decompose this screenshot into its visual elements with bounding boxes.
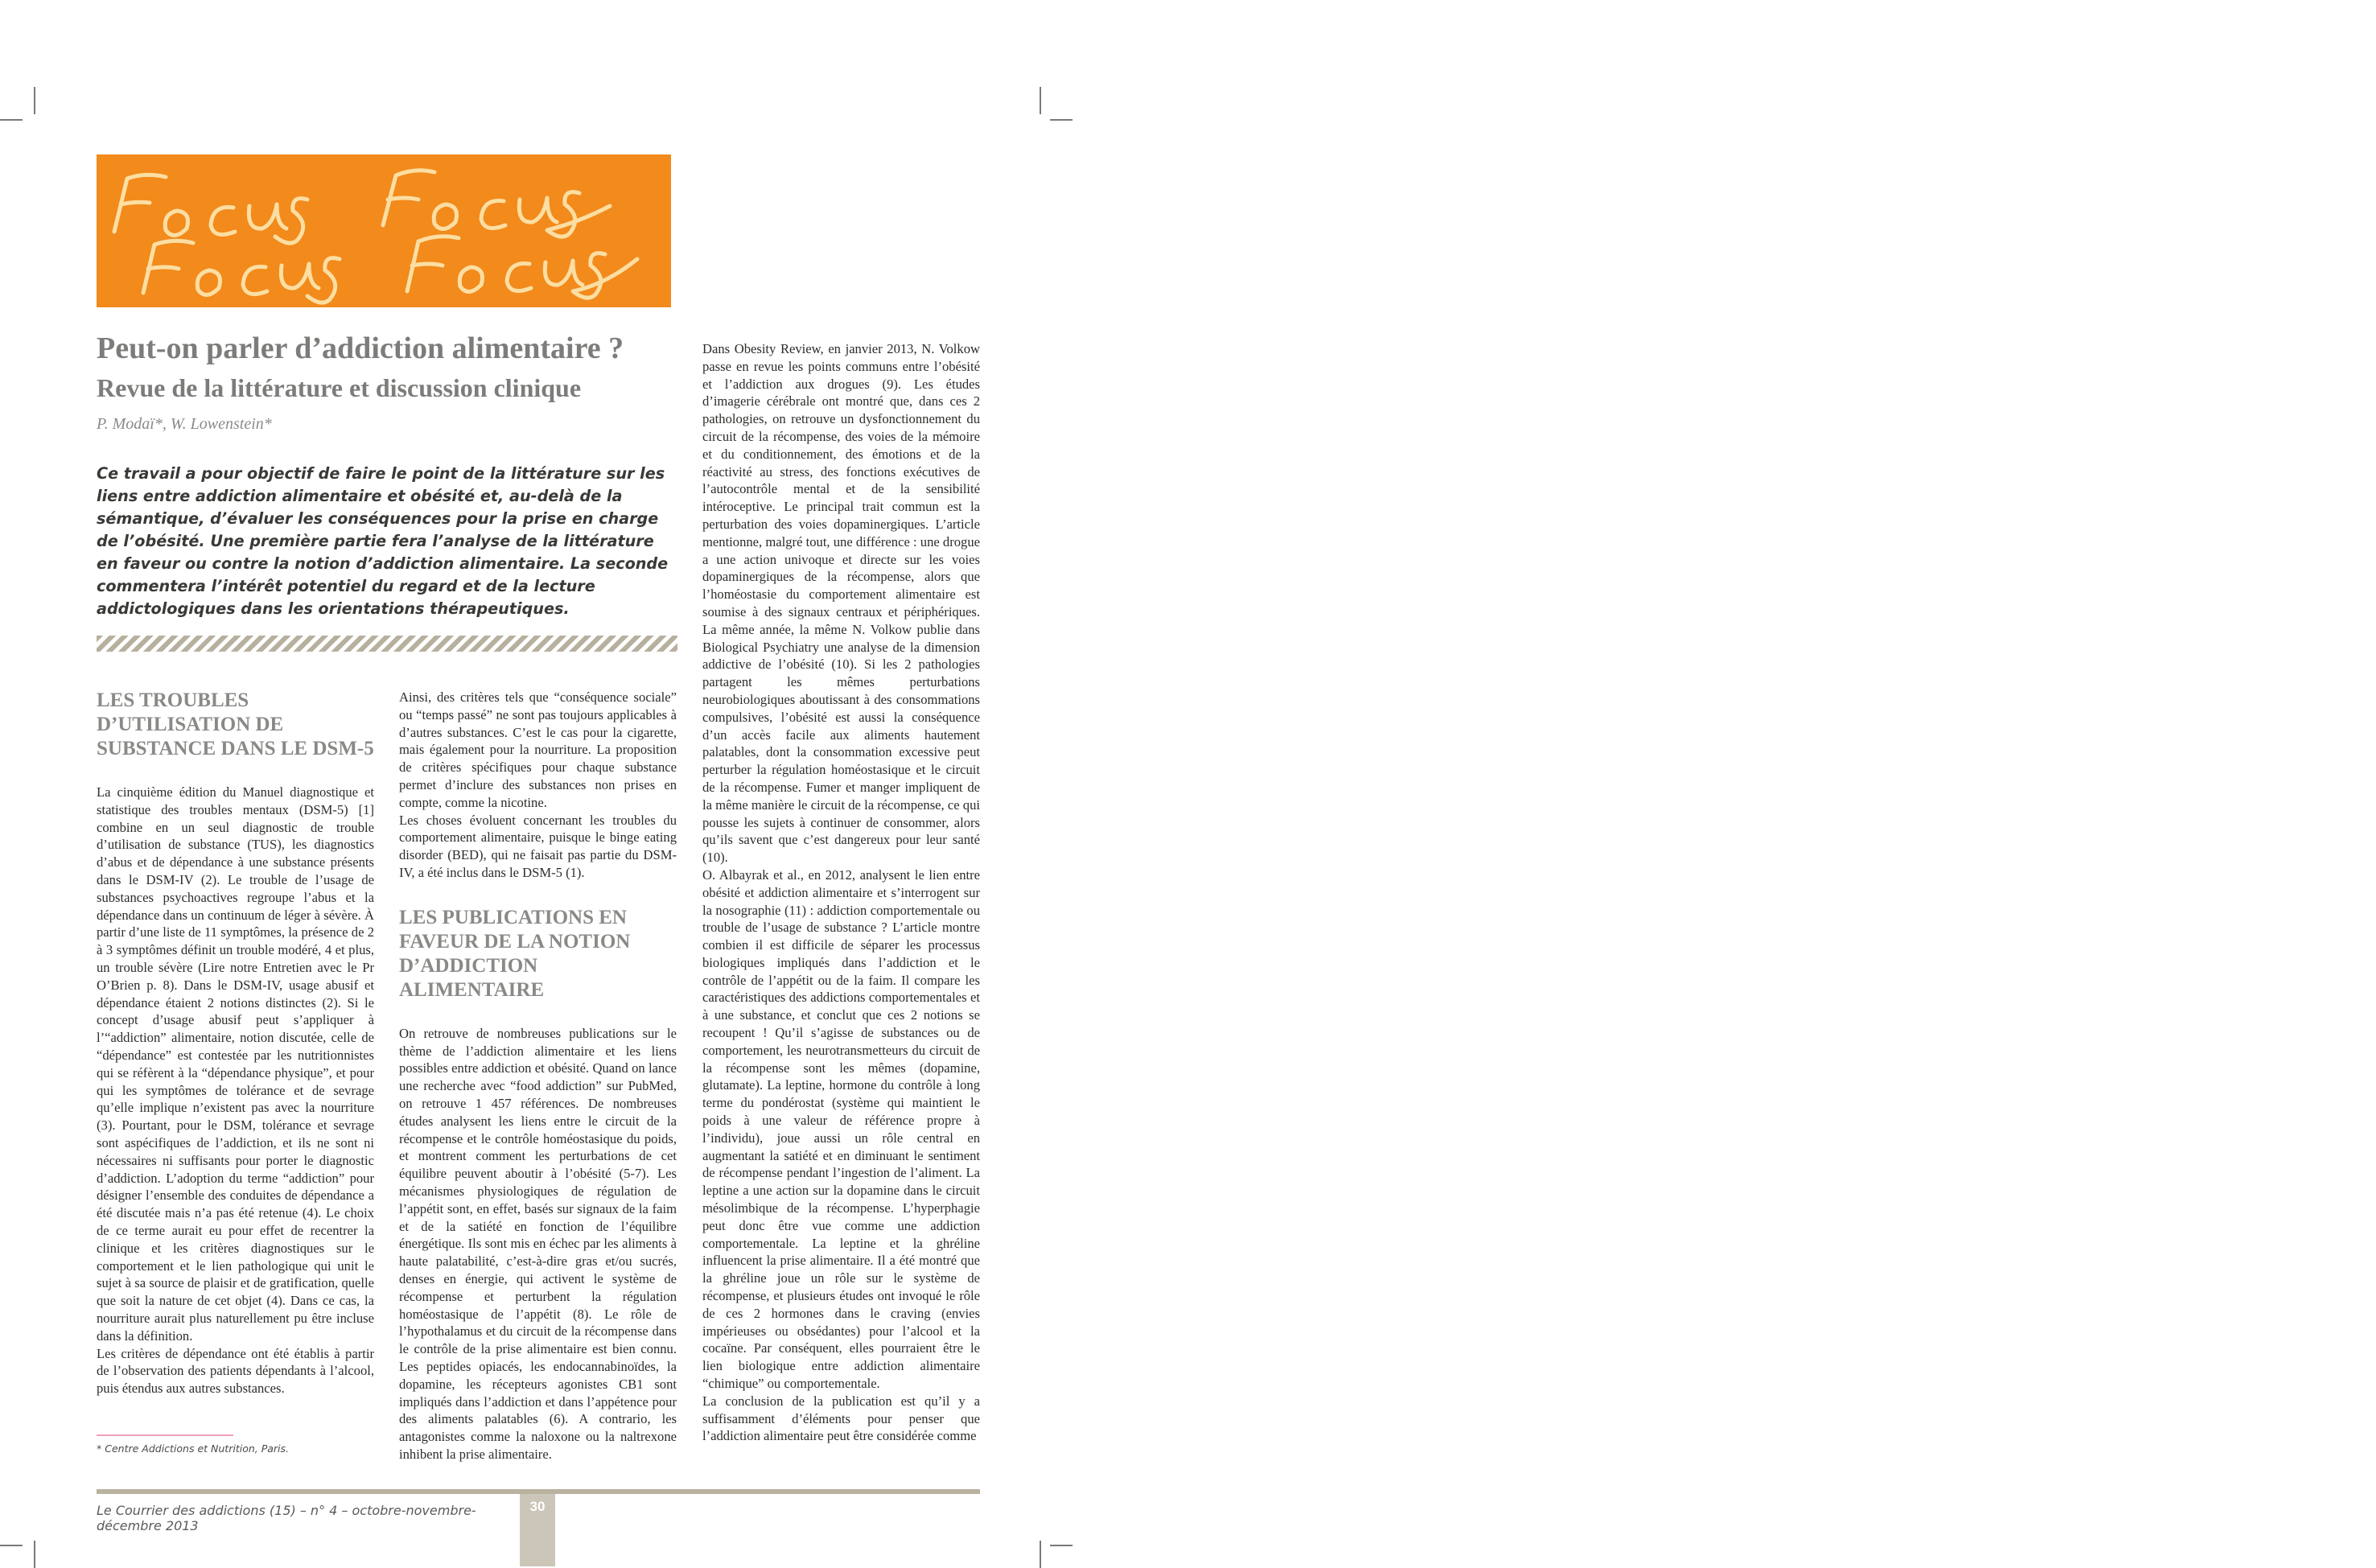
page-number: 30 [520,1494,555,1566]
section-heading: LES PUBLICATIONS EN FAVEUR DE LA NOTION D’ADDICTION ALIMENTAIRE [399,906,631,1001]
body-paragraph: O. Albayrak et al., en 2012, analysent le lien entre obésité et addiction alimentaire et s’interrogent sur la nosographie (11) : addiction comportementale ou trouble de l’usage de substance ? L’article montre combien il est difficile de séparer les processus biologiques impliqués dans l’addiction et le contrôle de l’appétit ou de la faim. Il compare les caractéristiques des addictions comportementales et à une substance, et conclut que ces 2 notions se recoupent ! Qu’il s’agisse de substances ou de comportement, les neurotransmetteurs du circuit de la récompense sont les mêmes (dopamine, glutamate). La leptine, hormone du contrôle à long terme du pondérostat (système qui maintient le poids à une valeur de référence propre à l’individu), joue aussi un rôle central en augmentant la satiété et en diminuant le sentiment de récompense pendant l’ingestion de l’aliment. La leptine a une action sur la dopamine dans le circuit mésolimbique de la récompense. L’hyperphagie peut donc être vue comme une addiction comportementale. La leptine et la ghréline influencent la prise alimentaire. Il a été montré que la ghréline joue un rôle sur le système de récompense, et plusieurs études ont invoqué le rôle de ces 2 hormones dans le craving (envies impérieuses ou obsédantes) pour l’alcool et la cocaïne. Par conséquent, elles pourraient être le lien biologique entre addiction alimentaire “chimique” ou comportementale. [702,866,980,1392]
article-title: Peut-on parler d’addiction alimentaire ? [97,331,624,365]
crop-mark [0,1545,23,1546]
crop-mark [1040,1541,1041,1568]
striped-divider [97,636,677,652]
footnote-rule [97,1434,233,1436]
body-paragraph: Les choses évoluent concernant les troubles du comportement alimentaire, puisque le binge eating disorder (BED), qui ne faisait pas partie du DSM-IV, a été inclus dans le DSM-5 (1). [399,812,677,880]
crop-mark [1040,87,1041,114]
body-paragraph: La conclusion de la publication est qu’il y a suffisamment d’éléments pour penser que l’addiction alimentaire peut être considérée comme [702,1393,980,1444]
text-column-3 [702,340,980,1445]
body-paragraph: La cinquième édition du Manuel diagnostique et statistique des troubles mentaux (DSM-5) [1] combine en un seul diagnostic de trouble d’utilisation de substance (TUS), les diagnostics d’abus et de dépendance à une substance présents dans le DSM-IV (2). Le trouble de l’usage de substances psychoactives regroupe l’abus et la dépendance dans un continuum de léger à sévère. À partir d’une liste de 11 symptômes, la présence de 2 à 3 symptômes définit un trouble modéré, 4 et plus, un trouble sévère (Lire notre Entretien avec le Pr O’Brien p. 8). Dans le DSM-IV, usage abusif et dépendance étaient 2 notions distinctes (2). Si le concept d’usage abusif peut s’appliquer à l’“addiction” alimentaire, notion discutée, celle de “dépendance” est contestée par les nutritionnistes qui se réfèrent à la “dépendance physique”, et pour qui les symptômes de tolérance et de sevrage qu’elle implique n’existent pas avec la nourriture (3). Pourtant, pour le DSM, tolérance et sevrage sont aspécifiques de l’addiction, et ils ne sont ni nécessaires ni suffisants pour porter le diagnostic d’addiction. L’adoption du terme “addiction” pour désigner l’ensemble des conduites de dépendance a été discutée mais n’a pas été retenue (4). Le choix de ce terme aurait eu pour effet de recentrer la clinique et les critères diagnostiques sur le comportement et le lien pathologique qui unit le sujet à sa source de plaisir et de gratification, quelle que soit la nature de cet objet (4). Dans ce cas, la nourriture aurait plus naturellement pu être incluse dans la définition. [97,784,374,1344]
journal-reference: Le Courrier des addictions (15) – n° 4 – octobre-novembre-décembre 2013 [97,1503,476,1533]
body-paragraph: Dans Obesity Review, en janvier 2013, N. Volkow passe en revue les points communs entre l’obésité et l’addiction aux drogues (9). Les études d’imagerie cérébrale ont montré que, dans ces 2 pathologies, on retrouve un dysfonctionnement du circuit de la récompense, des voies de la mémoire et du conditionnement, des émotions et de la réactivité au stress, des fonctions exécutives de l’autocontrôle mental et de la sensibilité intéroceptive. Le principal trait commun est la perturbation des voies dopaminergiques. L’article mentionne, malgré tout, une différence : une drogue a une action univoque et directe sur les voies dopaminergiques de la récompense, alors que l’homéostasie du comportement alimentaire est soumise à des signaux centraux et périphériques. La même année, la même N. Volkow publie dans Biological Psychiatry une analyse de la dimension addictive de l’obésité (10). Si les 2 pathologies partagent les mêmes perturbations neurobiologiques aboutissant à des consommations compulsives, l’obésité est aussi la conséquence d’un accès facile aux aliments hautement palatables, dont la consommation excessive peut perturber la régulation homéostasique et le circuit de la récompense. Fumer et manger impliquent de la même manière le circuit de la récompense, ce qui pousse les sujets à continuer de consommer, alors qu’ils savent que c’est dangereux pour leur santé (10). [702,341,980,866]
article-authors: P. Modaï*, W. Lowenstein* [97,415,272,433]
article-abstract: Ce travail a pour objectif de faire le point de la littérature sur les liens entre addiction alimentaire et obésité et, au-delà de la sémantique, d’évaluer les conséquences pour la prise en charge de l’obésité. Une première partie fera l’analyse de la littérature en faveur ou contre la notion d’addiction alimentaire. La seconde commentera l’intérêt potentiel du regard et de la lecture addictologiques dans les orientations thérapeutiques. [97,464,669,618]
crop-mark [34,1541,35,1568]
body-paragraph: On retrouve de nombreuses publications sur le thème de l’addiction alimentaire et les liens possibles entre addiction et obésité. Quand on lance une recherche avec “food addiction” sur PubMed, on retrouve 1 457 références. De nombreuses études analysent les liens entre le circuit de la récompense et le contrôle homéostasique du poids, et montrent comment les perturbations de cet équilibre peuvent aboutir à l’obésité (5-7). Les mécanismes physiologiques de régulation de l’appétit sont, en effet, basés sur signaux de la faim et de la satiété en fonction de l’équilibre énergétique. Ils sont mis en échec par les aliments à haute palatabilité, c’est-à-dire gras et/ou sucrés, denses en énergie, qui activent le système de récompense et perturbent la régulation homéostasique de l’appétit (8). Le rôle de l’hypothalamus et du circuit de la récompense dans le contrôle de la prise alimentaire est bien connu. Les peptides opiacés, les endocannabinoïdes, la dopamine, les récepteurs agonistes CB1 sont impliqués dans l’addiction et dans l’appétence pour des aliments palatables (6). A contrario, les antagonistes comme la naloxone ou la naltrexone inhibent la prise alimentaire. [399,1025,677,1462]
crop-mark [0,119,23,121]
text-column-1 [97,689,374,1397]
article-subtitle: Revue de la littérature et discussion clinique [97,373,582,402]
focus-banner [97,154,671,307]
focus-script-artwork [97,154,671,307]
text-column-2 [399,689,677,1463]
crop-mark [1050,1545,1073,1546]
footnote: * Centre Addictions et Nutrition, Paris. [97,1442,290,1455]
body-paragraph: Ainsi, des critères tels que “conséquence sociale” ou “temps passé” ne sont pas toujours applicables à d’autres substances. C’est le cas pour la cigarette, mais également pour la nourriture. La proposition de critères spécifiques pour chaque substance permet d’inclure des substances non prises en compte, comme la nicotine. [399,689,677,810]
crop-mark [34,87,35,114]
body-paragraph: Les critères de dépendance ont été établis à partir de l’observation des patients dépendants à l’alcool, puis étendus aux autres substances. [97,1345,374,1397]
section-heading: LES TROUBLES D’UTILISATION DE SUBSTANCE DANS LE DSM-5 [97,689,374,759]
crop-mark [1050,119,1073,121]
